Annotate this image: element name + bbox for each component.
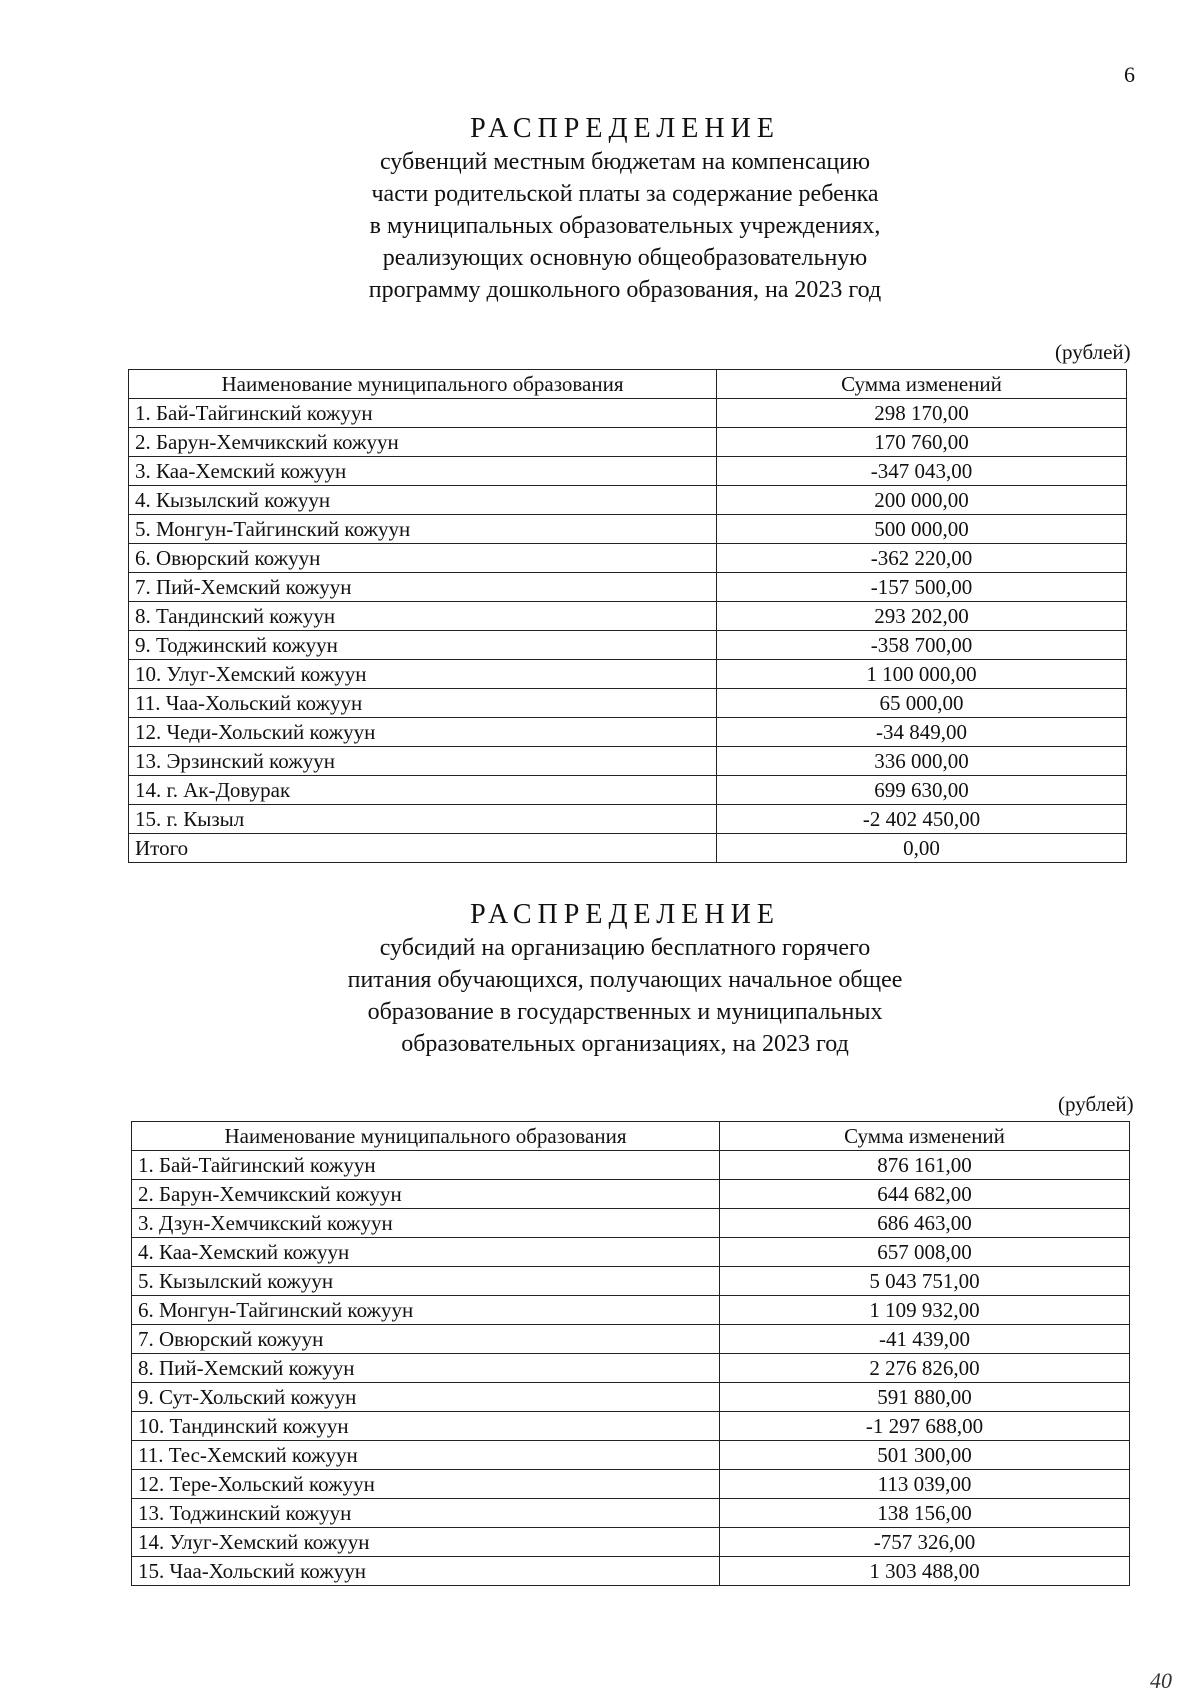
amount-cell: -757 326,00: [720, 1528, 1130, 1557]
section2-subtitle-line: образовательных организациях, на 2023 год: [401, 1031, 849, 1057]
column-header-amount: Сумма изменений: [720, 1122, 1130, 1151]
section1-unit-label: (рублей): [1055, 340, 1131, 364]
amount-cell: 298 170,00: [717, 399, 1127, 428]
table-row: [132, 1354, 1130, 1383]
table-row: [129, 631, 1127, 660]
amount-cell: 501 300,00: [720, 1441, 1130, 1470]
section1-subtitle-line: программу дошкольного образования, на 2023 год: [368, 277, 882, 303]
section1-heading: [250, 112, 1000, 306]
municipality-name-cell: 10. Улуг-Хемский кожуун: [129, 660, 717, 689]
table-row: [129, 428, 1127, 457]
table-row: [129, 834, 1127, 863]
amount-cell: 293 202,00: [717, 602, 1127, 631]
amount-cell: 657 008,00: [720, 1238, 1130, 1267]
table-row: [132, 1441, 1130, 1470]
table-row: [132, 1499, 1130, 1528]
table-row: [129, 660, 1127, 689]
municipality-name-cell: 5. Кызылский кожуун: [132, 1267, 720, 1296]
municipality-name-cell: 2. Барун-Хемчикский кожуун: [132, 1180, 720, 1209]
table-row: [129, 399, 1127, 428]
column-header-name: Наименование муниципального образования: [129, 370, 717, 399]
table-row: [132, 1470, 1130, 1499]
municipality-name-cell: 7. Пий-Хемский кожуун: [129, 573, 717, 602]
municipality-name-cell: 6. Овюрский кожуун: [129, 544, 717, 573]
table-row: [132, 1412, 1130, 1441]
amount-cell: 65 000,00: [717, 689, 1127, 718]
amount-cell: 138 156,00: [720, 1499, 1130, 1528]
table-row: [132, 1325, 1130, 1354]
handwritten-page-mark: 40: [1150, 1668, 1172, 1693]
table-row: [129, 805, 1127, 834]
municipality-name-cell: 15. Чаа-Хольский кожуун: [132, 1557, 720, 1586]
section1-title: РАСПРЕДЕЛЕНИЕ: [470, 113, 780, 144]
amount-cell: 699 630,00: [717, 776, 1127, 805]
amount-cell: 5 043 751,00: [720, 1267, 1130, 1296]
municipality-name-cell: 13. Тоджинский кожуун: [132, 1499, 720, 1528]
table-row: [129, 718, 1127, 747]
table-row: [132, 1383, 1130, 1412]
amount-cell: 0,00: [717, 834, 1127, 863]
amount-cell: 200 000,00: [717, 486, 1127, 515]
table-row: [129, 602, 1127, 631]
table-row: [132, 1296, 1130, 1325]
section1-subtitle-line: субвенций местным бюджетам на компенсацию: [379, 149, 871, 175]
table-row: [132, 1557, 1130, 1586]
table-row: [129, 776, 1127, 805]
section1-subtitle-line: части родительской платы за содержание ребенка: [371, 181, 879, 207]
amount-cell: 644 682,00: [720, 1180, 1130, 1209]
section2-unit-label: (рублей): [1058, 1092, 1134, 1116]
municipality-name-cell: Итого: [129, 834, 717, 863]
table-row: [132, 1209, 1130, 1238]
amount-cell: 1 100 000,00: [717, 660, 1127, 689]
amount-cell: -2 402 450,00: [717, 805, 1127, 834]
municipality-name-cell: 3. Дзун-Хемчикский кожуун: [132, 1209, 720, 1238]
amount-cell: 170 760,00: [717, 428, 1127, 457]
section2-subtitle-line: образование в государственных и муниципальных: [367, 999, 883, 1025]
amount-cell: 500 000,00: [717, 515, 1127, 544]
table-row: [132, 1528, 1130, 1557]
section2-heading: [250, 898, 1000, 1060]
municipality-name-cell: 15. г. Кызыл: [129, 805, 717, 834]
municipality-name-cell: 5. Монгун-Тайгинский кожуун: [129, 515, 717, 544]
section1-table: [128, 369, 1127, 863]
amount-cell: -347 043,00: [717, 457, 1127, 486]
section1-subtitle-line: реализующих основную общеобразовательную: [382, 245, 868, 271]
municipality-name-cell: 8. Пий-Хемский кожуун: [132, 1354, 720, 1383]
amount-cell: 2 276 826,00: [720, 1354, 1130, 1383]
municipality-name-cell: 12. Тере-Хольский кожуун: [132, 1470, 720, 1499]
section2-subtitle-line: питания обучающихся, получающих начальное общее: [347, 967, 903, 993]
municipality-name-cell: 9. Сут-Хольский кожуун: [132, 1383, 720, 1412]
table-row: [129, 747, 1127, 776]
municipality-name-cell: 11. Тес-Хемский кожуун: [132, 1441, 720, 1470]
table-row: [129, 457, 1127, 486]
municipality-name-cell: 4. Каа-Хемский кожуун: [132, 1238, 720, 1267]
municipality-name-cell: 11. Чаа-Хольский кожуун: [129, 689, 717, 718]
section2-subtitle-line: субсидий на организацию бесплатного горячего: [379, 935, 871, 961]
municipality-name-cell: 14. г. Ак-Довурак: [129, 776, 717, 805]
table-row: [129, 689, 1127, 718]
section1-subtitle-line: в муниципальных образовательных учреждениях,: [369, 213, 881, 239]
table-row: [132, 1267, 1130, 1296]
amount-cell: -362 220,00: [717, 544, 1127, 573]
municipality-name-cell: 10. Тандинский кожуун: [132, 1412, 720, 1441]
amount-cell: -157 500,00: [717, 573, 1127, 602]
table-row: [129, 486, 1127, 515]
municipality-name-cell: 7. Овюрский кожуун: [132, 1325, 720, 1354]
municipality-name-cell: 6. Монгун-Тайгинский кожуун: [132, 1296, 720, 1325]
table-row: [132, 1238, 1130, 1267]
amount-cell: 1 303 488,00: [720, 1557, 1130, 1586]
table-row: [129, 515, 1127, 544]
table-header-row: [129, 370, 1127, 399]
municipality-name-cell: 13. Эрзинский кожуун: [129, 747, 717, 776]
column-header-amount: Сумма изменений: [717, 370, 1127, 399]
municipality-name-cell: 8. Тандинский кожуун: [129, 602, 717, 631]
table-row: [132, 1151, 1130, 1180]
municipality-name-cell: 3. Каа-Хемский кожуун: [129, 457, 717, 486]
amount-cell: 336 000,00: [717, 747, 1127, 776]
amount-cell: 113 039,00: [720, 1470, 1130, 1499]
municipality-name-cell: 14. Улуг-Хемский кожуун: [132, 1528, 720, 1557]
table-row: [132, 1180, 1130, 1209]
table-header-row: [132, 1122, 1130, 1151]
section2-title: РАСПРЕДЕЛЕНИЕ: [470, 899, 780, 930]
amount-cell: 876 161,00: [720, 1151, 1130, 1180]
amount-cell: -358 700,00: [717, 631, 1127, 660]
municipality-name-cell: 9. Тоджинский кожуун: [129, 631, 717, 660]
column-header-name: Наименование муниципального образования: [132, 1122, 720, 1151]
section2-table: [131, 1121, 1130, 1586]
municipality-name-cell: 2. Барун-Хемчикский кожуун: [129, 428, 717, 457]
municipality-name-cell: 12. Чеди-Хольский кожуун: [129, 718, 717, 747]
amount-cell: -1 297 688,00: [720, 1412, 1130, 1441]
amount-cell: -34 849,00: [717, 718, 1127, 747]
table-row: [129, 573, 1127, 602]
amount-cell: 1 109 932,00: [720, 1296, 1130, 1325]
municipality-name-cell: 4. Кызылский кожуун: [129, 486, 717, 515]
municipality-name-cell: 1. Бай-Тайгинский кожуун: [129, 399, 717, 428]
page-number: 6: [1124, 62, 1135, 87]
amount-cell: 686 463,00: [720, 1209, 1130, 1238]
amount-cell: 591 880,00: [720, 1383, 1130, 1412]
amount-cell: -41 439,00: [720, 1325, 1130, 1354]
municipality-name-cell: 1. Бай-Тайгинский кожуун: [132, 1151, 720, 1180]
table-row: [129, 544, 1127, 573]
